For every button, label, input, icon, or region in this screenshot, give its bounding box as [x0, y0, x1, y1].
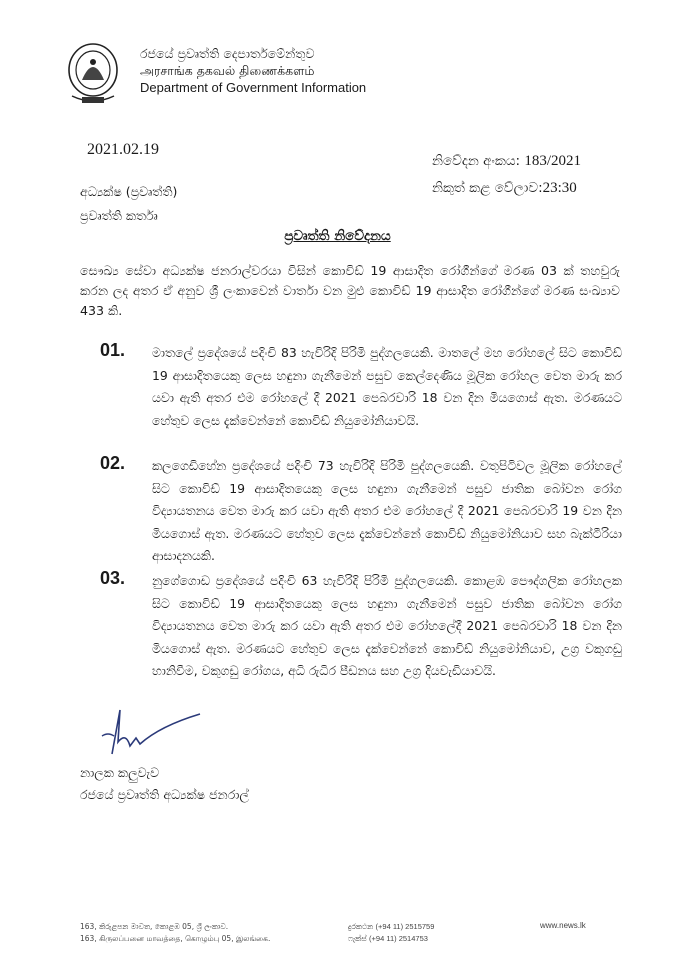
footer-address-tamil: 163, கிருலப்பனை மாவத்தை, கொழும்பு 05, இலங்கை. [80, 934, 271, 943]
release-time-label: නිකුත් කළ වේලාව: [432, 180, 543, 196]
header-name-sinhala: රජයේ ප්‍රවෘත්ති දෙපාර්තමේන්තුව [140, 46, 315, 61]
handwritten-signature [90, 702, 210, 762]
item-text: නුගේගොඩ ප්‍රදේශයේ පදිංචි 63 හැවිරිදි පිරිමි පුද්ගලයෙකි. කොළඹ පෞද්ගලික රෝහලක සිට කොවිඩ් 19 ආසාදිතයෙකු ලෙස හඳුනා ගැනීමෙන් පසුව ජාතික බෝවන රෝග විද්‍යායතනය වෙත මාරු කර යවා ඇති අතර එම රෝහලේදී 2021 පෙබරවාරි 18 වන දින මියගොස් ඇත. මරණයට හේතුව ලෙස දැක්වෙන්නේ කොවිඩ් නියුමෝනියාව, උග්‍ර වකුගඩු හානිවීම, වකුගඩු රෝගය, අධි රුධිර පීඩනය සහ උග්‍ර දියවැඩියාවයි. [152, 573, 622, 678]
fax-label: ෆැක්ස් [348, 934, 367, 943]
government-emblem-icon [64, 40, 122, 110]
intro-paragraph: සෞඛ්‍ය සේවා අධ්‍යක්ෂ ජනරාල්වරයා විසින් කොවිඩ් 19 ආසාදිත රෝගීන්ගේ මරණ 03 ක් තහවුරු කරන ලද අතර ඒ අනුව ශ්‍රී ලංකාවෙන් වාර්තා වන මුළු කොවිඩ් 19 ආසාදිත රෝගීන්ගේ මරණ සංඛ්‍යාව 433 කි. [80, 263, 620, 318]
signer-title: රජයේ ප්‍රවෘත්ති අධ්‍යක්ෂ ජනරාල් [80, 787, 249, 802]
header-name-english: Department of Government Information [140, 80, 367, 95]
item-number: 01. [100, 340, 126, 360]
item-number: 02. [100, 453, 126, 473]
document-title [0, 228, 675, 244]
release-time: 23:30 [542, 180, 577, 196]
release-reference [432, 148, 581, 202]
recipient-line-2: ප්‍රවෘත්ති කර්තෘ [80, 208, 158, 223]
document-title-text: ප්‍රවෘත්ති නිවේදනය [284, 228, 391, 244]
footer-contact [348, 921, 434, 945]
release-number-line [432, 148, 581, 175]
footer-website[interactable]: www.news.lk [540, 921, 586, 930]
recipient-block [80, 180, 177, 228]
phone-label: දුරකථන [348, 922, 374, 931]
item-number: 03. [100, 568, 126, 588]
release-number: 183/2021 [524, 153, 582, 169]
footer-fax-line [348, 933, 434, 945]
header-name-tamil: அரசாங்க தகவல் திணைக்களம் [140, 63, 315, 78]
release-number-label: නිවේදන අංකය: [432, 153, 521, 169]
signer-block [80, 762, 249, 806]
release-time-line [432, 175, 581, 202]
release-date: 2021.02.19 [87, 141, 159, 158]
item-text: කලගෙඩිහේන ප්‍රදේශයේ පදිංචි 73 හැවිරිදි පිරිමි පුද්ගලයෙකි. වතුපිටිවල මූලික රෝහලේ සිට කොවිඩ් 19 ආසාදිතයෙකු ලෙස හඳුනා ගැනීමෙන් පසුව ජාතික බෝවන රෝග විද්‍යායතනය වෙත මාරු කර යවා ඇති අතර එම රෝහලේ දී 2021 පෙබරවාරි 19 වන දින මියගොස් ඇත. මරණයට හේතුව ලෙස දැක්වෙන්නේ කොවිඩ් නියුමෝනියාව සහ බැක්ටීරියා ආසාදනයකි. [152, 458, 622, 563]
footer-address [80, 921, 270, 945]
recipient-line-1: අධ්‍යක්ෂ (ප්‍රවෘත්ති) [80, 184, 178, 199]
signer-name: නාලක කලුවැව [80, 765, 160, 780]
phone-number: (+94 11) 2515759 [375, 922, 435, 931]
footer-phone-line [348, 921, 434, 933]
item-text: මාතලේ ප්‍රදේශයේ පදිංචි 83 හැවිරිදි පිරිමි පුද්ගලයෙකි. මාතලේ මහ රෝහලේ සිට කොවිඩ් 19 ආසාදිතයෙකු ලෙස හඳුනා ගැනීමෙන් පසුව කෙල්දෙණිය මූලික රෝහල වෙත මාරු කර යවා ඇති අතර එම රෝහලේ දී 2021 පෙබරවාරි 18 වන දින මියගොස් ඇත. මරණයට හේතුව ලෙස දැක්වෙන්නේ කොවිඩ් නියුමෝනියාවයි. [152, 345, 622, 428]
footer-address-sinhala: 163, කිරුළපන මාවත, කොළඹ 05, ශ්‍රී ලංකාව. [80, 922, 229, 931]
header-department-name [140, 45, 366, 96]
fax-number: (+94 11) 2514753 [369, 934, 428, 943]
